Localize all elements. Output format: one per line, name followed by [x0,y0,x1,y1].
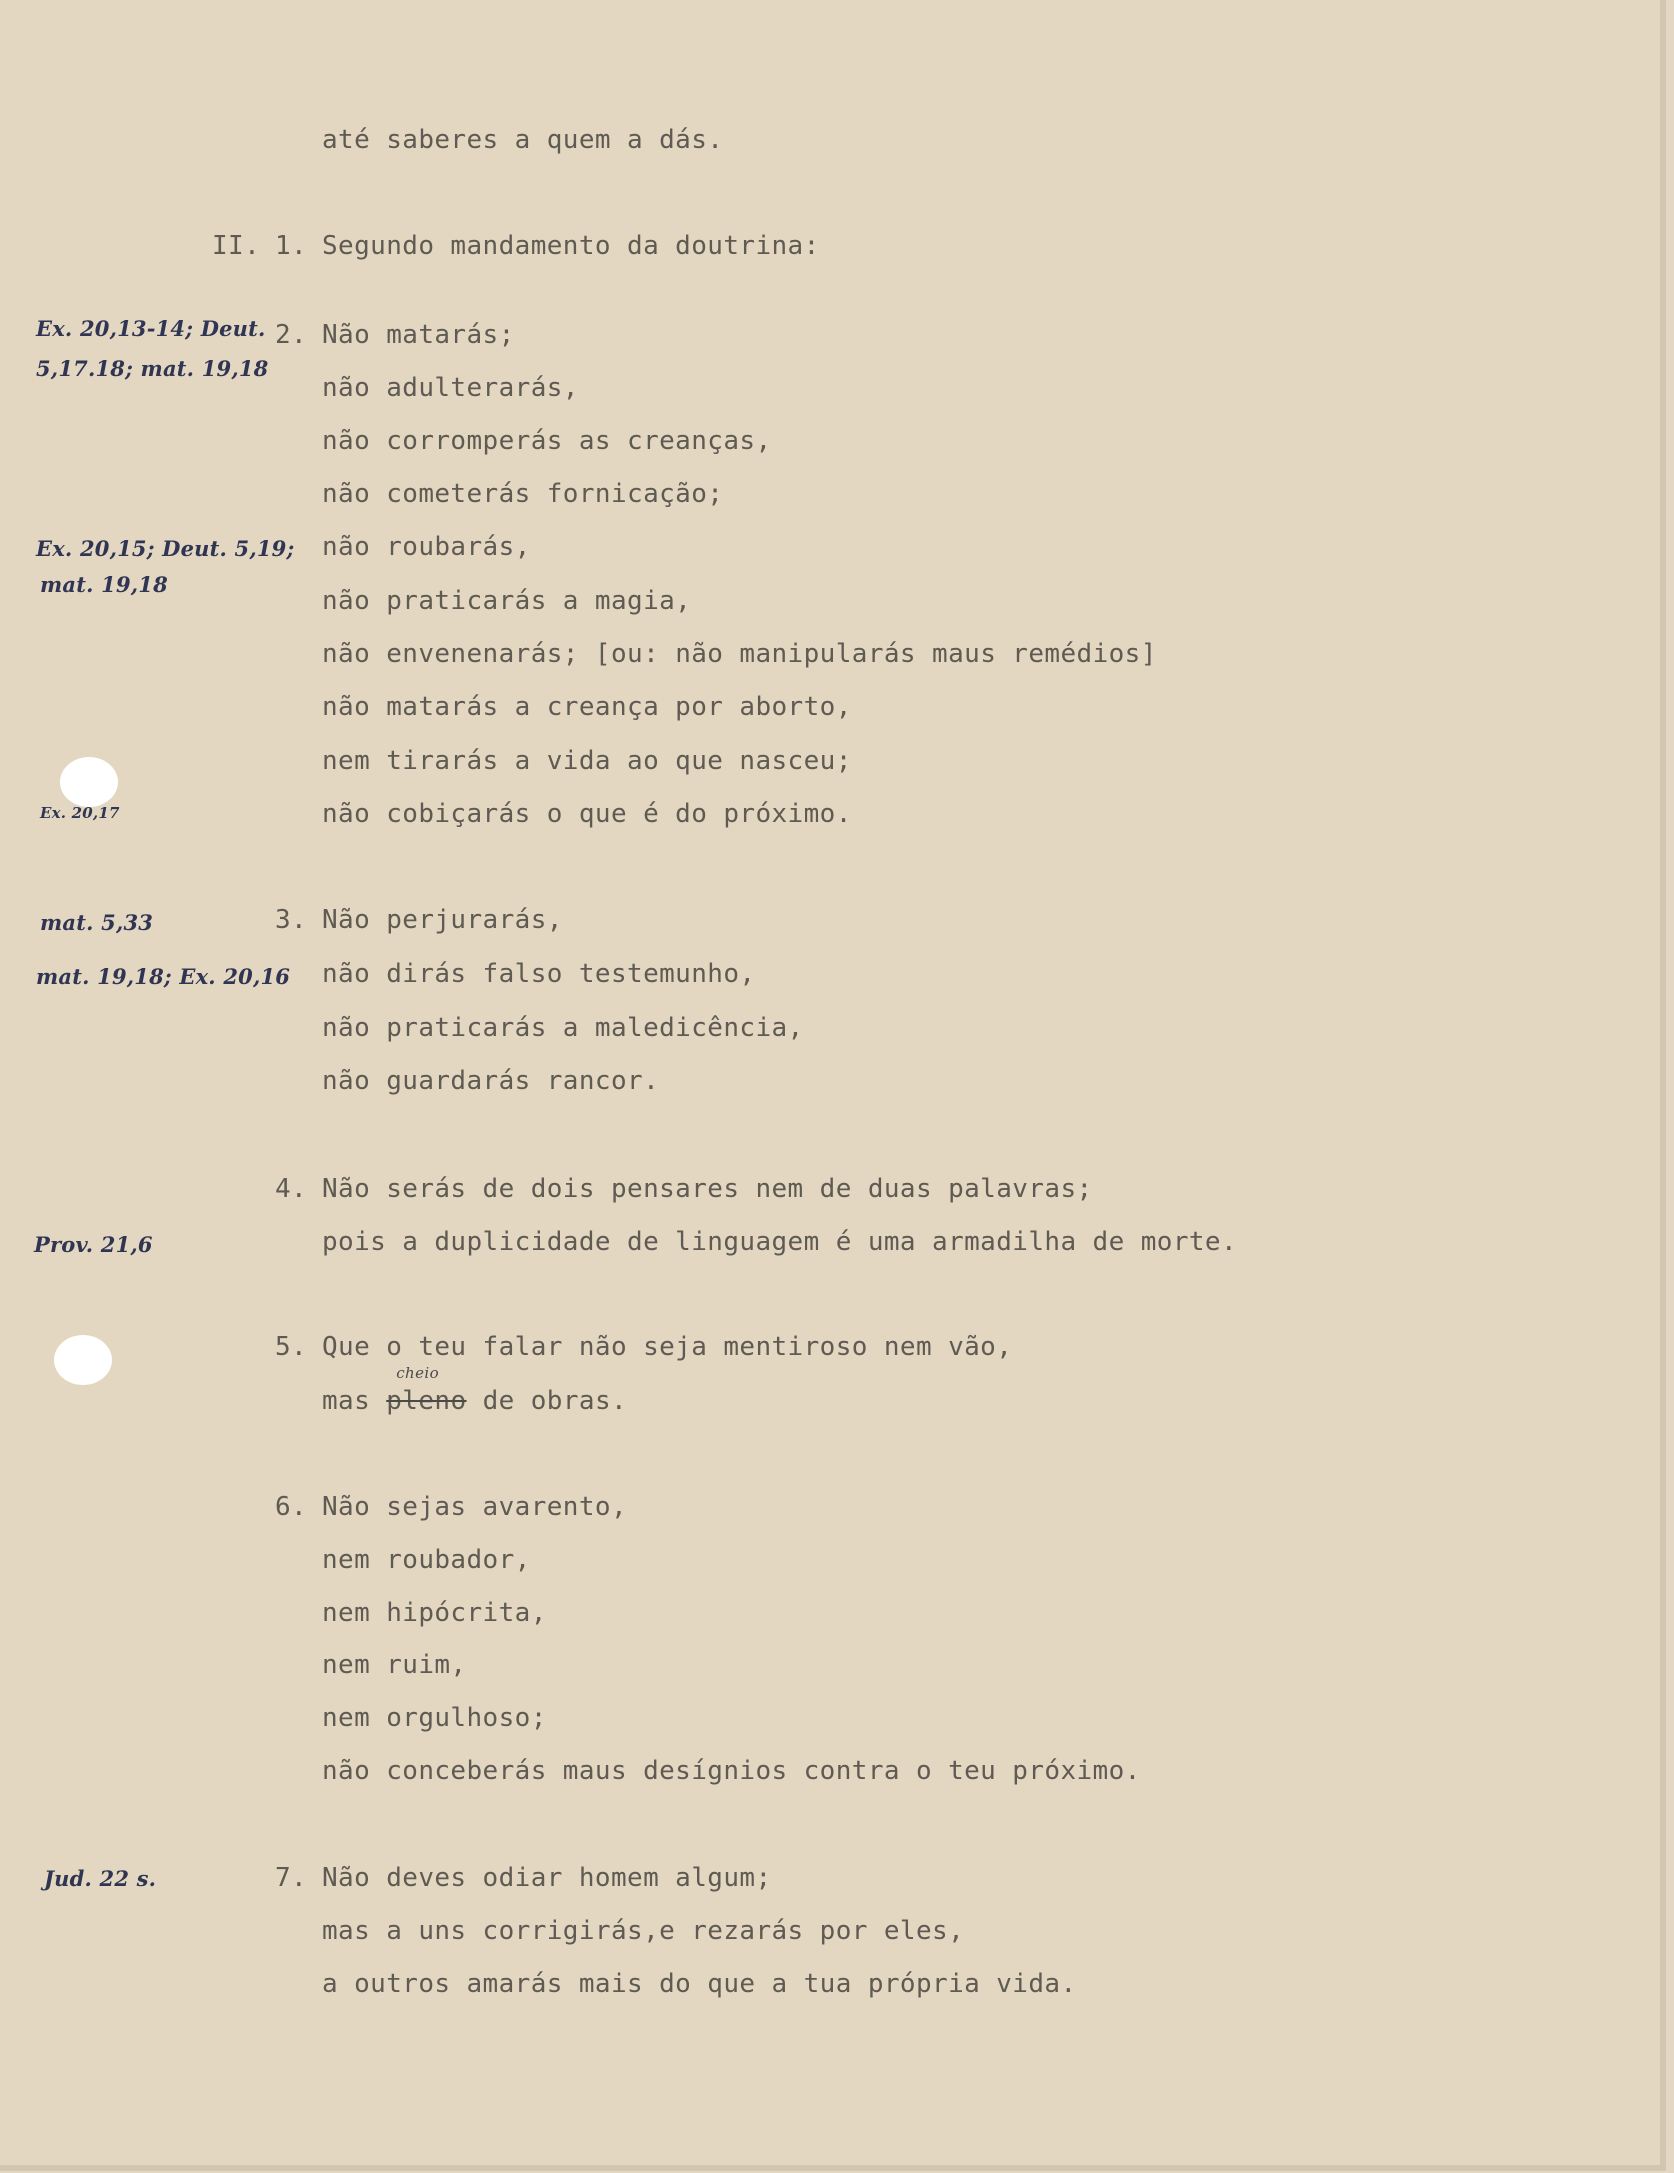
margin-note-ref-1b: 5,17.18; mat. 19,18 [36,356,269,381]
margin-note-ref-2a: Ex. 20,15; Deut. 5,19; [36,536,295,561]
text-line: mas a uns corrigirás,e rezarás por eles, [322,1916,965,1946]
item-number-5: 5. [275,1332,308,1362]
margin-note-ref-4: mat. 5,33 [40,910,154,935]
item-number-7: 7. [275,1863,308,1893]
text-line: não dirás falso testemunho, [322,959,756,989]
text-line-intro: até saberes a quem a dás. [322,125,724,155]
text-line: nem roubador, [322,1545,531,1575]
corrected-word [386,1364,467,1416]
section-heading: Segundo mandamento da doutrina: [322,231,820,261]
item-number-4: 4. [275,1174,308,1204]
text-line-with-bracket [322,641,1157,667]
text-line: Não deves odiar homem algum; [322,1863,772,1893]
text-line: não conceberás maus desígnios contra o teu próximo. [322,1756,1141,1786]
text-line: nem ruim, [322,1650,467,1680]
margin-note-ref-5: mat. 19,18; Ex. 20,16 [36,964,291,989]
margin-note-ref-3: Ex. 20,17 [40,804,120,822]
text-line: não cometerás fornicação; [322,479,724,509]
section-roman-numeral: II. [212,231,261,261]
text-fragment: de obras. [482,1386,628,1416]
item-number-3: 3. [275,905,308,935]
text-line: nem orgulhoso; [322,1703,547,1733]
margin-note-ref-1a: Ex. 20,13-14; Deut. [36,316,266,341]
text-line-main: não envenenarás; [322,639,579,669]
text-line: pois a duplicidade de linguagem é uma armadilha de morte. [322,1227,1238,1257]
text-line: Não serás de dois pensares nem de duas palavras; [322,1174,1093,1204]
item-number-2: 2. [275,320,308,350]
text-line: não corromperás as creanças, [322,426,772,456]
text-line: Não matarás; [322,320,515,350]
section-item-number-1: 1. [275,231,308,261]
punch-hole-upper [60,757,118,807]
text-line: não cobiçarás o que é do próximo. [322,799,852,829]
text-line: não guardarás rancor. [322,1066,660,1096]
text-line: Não sejas avarento, [322,1492,628,1522]
item-number-6: 6. [275,1492,308,1522]
margin-note-ref-6: Prov. 21,6 [34,1232,153,1257]
punch-hole-lower [54,1335,112,1385]
text-line: não praticarás a magia, [322,586,692,616]
text-line-with-correction [322,1364,628,1416]
text-fragment: mas [322,1386,371,1416]
margin-note-ref-2b: mat. 19,18 [40,572,168,597]
margin-note-ref-7: Jud. 22 s. [44,1866,157,1891]
text-line: não roubarás, [322,532,531,562]
text-line: não praticarás a maledicência, [322,1013,804,1043]
text-line: nem hipócrita, [322,1598,547,1628]
text-line: Que o teu falar não seja mentiroso nem vão, [322,1332,1013,1362]
struck-word: pleno [386,1386,467,1416]
bracketed-alternative: [ou: não manipularás maus remédios] [594,639,1157,669]
handwritten-correction: cheio [396,1364,440,1382]
text-line: Não perjurarás, [322,905,563,935]
text-line: a outros amarás mais do que a tua própria vida. [322,1969,1077,1999]
text-line: não adulterarás, [322,373,579,403]
text-line: não matarás a creança por aborto, [322,692,852,722]
text-line: nem tirarás a vida ao que nasceu; [322,746,852,776]
